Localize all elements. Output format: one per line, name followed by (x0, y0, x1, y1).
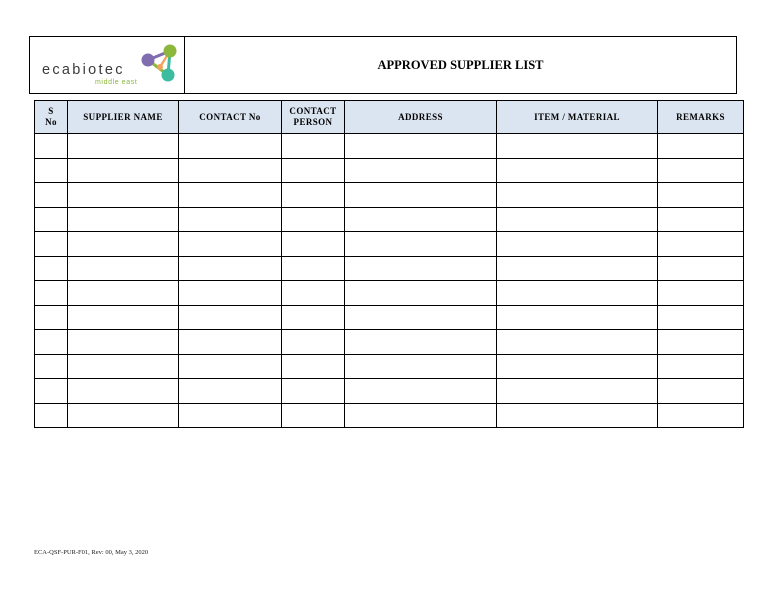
cell-item-material[interactable] (497, 330, 658, 355)
cell-item-material[interactable] (497, 305, 658, 330)
cell-contact-no[interactable] (179, 183, 282, 208)
cell-remarks[interactable] (658, 305, 744, 330)
cell-contact-person[interactable] (282, 305, 345, 330)
cell-s-no[interactable] (35, 281, 68, 306)
cell-remarks[interactable] (658, 379, 744, 404)
cell-address[interactable] (345, 305, 497, 330)
cell-remarks[interactable] (658, 281, 744, 306)
cell-address[interactable] (345, 207, 497, 232)
table-row (35, 330, 744, 355)
table-row (35, 183, 744, 208)
document-reference: ECA-QSF-PUR-F01, Rev: 00, May 3, 2020 (34, 549, 149, 556)
table-header-row (35, 101, 744, 134)
cell-item-material[interactable] (497, 158, 658, 183)
table-row (35, 403, 744, 428)
cell-item-material[interactable] (497, 256, 658, 281)
cell-contact-person[interactable] (282, 232, 345, 257)
document-title: APPROVED SUPPLIER LIST (377, 57, 544, 72)
cell-contact-no[interactable] (179, 134, 282, 159)
cell-contact-person[interactable] (282, 354, 345, 379)
cell-item-material[interactable] (497, 281, 658, 306)
table-row (35, 305, 744, 330)
cell-address[interactable] (345, 330, 497, 355)
cell-remarks[interactable] (658, 256, 744, 281)
cell-contact-person[interactable] (282, 403, 345, 428)
cell-address[interactable] (345, 379, 497, 404)
cell-s-no[interactable] (35, 354, 68, 379)
document-header (29, 36, 737, 94)
cell-supplier-name[interactable] (68, 281, 179, 306)
cell-item-material[interactable] (497, 134, 658, 159)
cell-s-no[interactable] (35, 183, 68, 208)
table-row (35, 232, 744, 257)
cell-address[interactable] (345, 256, 497, 281)
cell-supplier-name[interactable] (68, 403, 179, 428)
company-logo (30, 37, 185, 93)
cell-supplier-name[interactable] (68, 379, 179, 404)
cell-supplier-name[interactable] (68, 232, 179, 257)
cell-contact-no[interactable] (179, 305, 282, 330)
cell-address[interactable] (345, 354, 497, 379)
column-header-remarks: REMARKS (658, 101, 744, 134)
cell-item-material[interactable] (497, 183, 658, 208)
cell-item-material[interactable] (497, 207, 658, 232)
cell-supplier-name[interactable] (68, 354, 179, 379)
cell-contact-person[interactable] (282, 281, 345, 306)
cell-address[interactable] (345, 403, 497, 428)
cell-contact-person[interactable] (282, 330, 345, 355)
molecule-logo-icon (134, 41, 180, 85)
cell-remarks[interactable] (658, 158, 744, 183)
cell-address[interactable] (345, 183, 497, 208)
cell-contact-no[interactable] (179, 354, 282, 379)
cell-address[interactable] (345, 158, 497, 183)
cell-s-no[interactable] (35, 232, 68, 257)
cell-supplier-name[interactable] (68, 158, 179, 183)
cell-contact-person[interactable] (282, 379, 345, 404)
table-row (35, 134, 744, 159)
cell-remarks[interactable] (658, 354, 744, 379)
cell-remarks[interactable] (658, 183, 744, 208)
cell-contact-person[interactable] (282, 183, 345, 208)
cell-s-no[interactable] (35, 403, 68, 428)
cell-s-no[interactable] (35, 305, 68, 330)
cell-contact-no[interactable] (179, 330, 282, 355)
cell-s-no[interactable] (35, 158, 68, 183)
logo-wordmark: ecabiotec (42, 62, 125, 78)
cell-remarks[interactable] (658, 403, 744, 428)
table-row (35, 158, 744, 183)
cell-remarks[interactable] (658, 134, 744, 159)
cell-contact-person[interactable] (282, 207, 345, 232)
cell-supplier-name[interactable] (68, 134, 179, 159)
cell-remarks[interactable] (658, 207, 744, 232)
table-row (35, 256, 744, 281)
column-header-supplier-name: SUPPLIER NAME (68, 101, 179, 134)
cell-contact-no[interactable] (179, 281, 282, 306)
table-body (35, 134, 744, 428)
cell-item-material[interactable] (497, 354, 658, 379)
cell-item-material[interactable] (497, 232, 658, 257)
cell-contact-no[interactable] (179, 158, 282, 183)
table-row (35, 207, 744, 232)
cell-remarks[interactable] (658, 330, 744, 355)
cell-item-material[interactable] (497, 403, 658, 428)
column-header-s-no: S No (35, 101, 68, 134)
column-header-contact-no: CONTACT No (179, 101, 282, 134)
cell-supplier-name[interactable] (68, 207, 179, 232)
cell-s-no[interactable] (35, 256, 68, 281)
supplier-table (34, 100, 744, 428)
column-header-address: ADDRESS (345, 101, 497, 134)
cell-supplier-name[interactable] (68, 305, 179, 330)
cell-contact-person[interactable] (282, 256, 345, 281)
cell-contact-person[interactable] (282, 134, 345, 159)
cell-contact-no[interactable] (179, 256, 282, 281)
cell-item-material[interactable] (497, 379, 658, 404)
cell-contact-no[interactable] (179, 207, 282, 232)
logo-tagline: middle east (95, 79, 138, 86)
cell-remarks[interactable] (658, 232, 744, 257)
table-row (35, 281, 744, 306)
cell-s-no[interactable] (35, 207, 68, 232)
cell-contact-no[interactable] (179, 379, 282, 404)
table-row (35, 354, 744, 379)
column-header-contact-person: CONTACT PERSON (282, 101, 345, 134)
cell-s-no[interactable] (35, 134, 68, 159)
cell-contact-no[interactable] (179, 403, 282, 428)
cell-address[interactable] (345, 281, 497, 306)
cell-supplier-name[interactable] (68, 183, 179, 208)
cell-address[interactable] (345, 232, 497, 257)
cell-supplier-name[interactable] (68, 256, 179, 281)
cell-s-no[interactable] (35, 330, 68, 355)
column-header-item-material: ITEM / MATERIAL (497, 101, 658, 134)
cell-address[interactable] (345, 134, 497, 159)
cell-contact-no[interactable] (179, 232, 282, 257)
cell-s-no[interactable] (35, 379, 68, 404)
cell-contact-person[interactable] (282, 158, 345, 183)
cell-supplier-name[interactable] (68, 330, 179, 355)
table-row (35, 379, 744, 404)
